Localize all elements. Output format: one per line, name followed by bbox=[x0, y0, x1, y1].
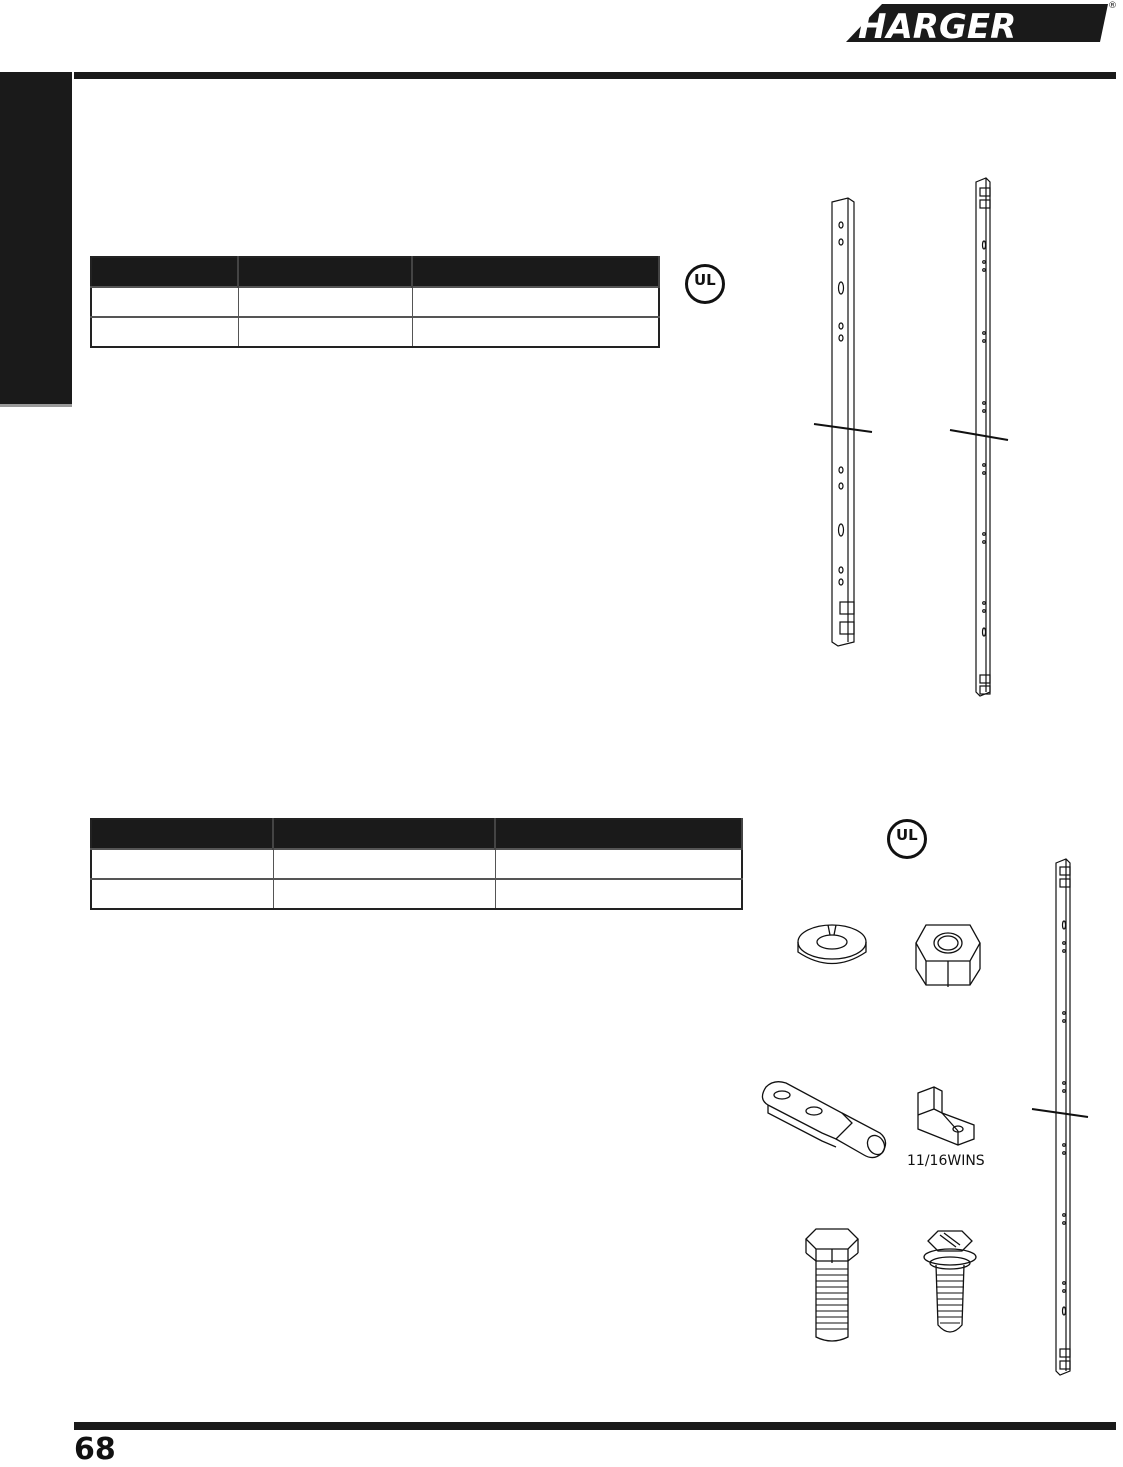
table-cell bbox=[412, 317, 659, 347]
table-cell bbox=[91, 317, 238, 347]
table-cell bbox=[91, 849, 273, 879]
lock-washer-icon bbox=[792, 920, 872, 972]
registered-mark: ® bbox=[1108, 1, 1117, 11]
table-header-cell bbox=[238, 257, 412, 287]
ground-bar-icon bbox=[1030, 855, 1090, 1380]
ul-listing-icon bbox=[684, 263, 726, 305]
harger-logo bbox=[838, 0, 1116, 52]
hex-nut-icon bbox=[912, 915, 984, 991]
logo-text: HARGER bbox=[858, 7, 1017, 47]
header-rule bbox=[74, 72, 1116, 79]
svg-text:UL: UL bbox=[896, 826, 918, 844]
table-header-cell bbox=[91, 819, 273, 849]
table-header-cell bbox=[273, 819, 495, 849]
ground-bar-icon bbox=[814, 198, 872, 646]
section-side-tab bbox=[0, 72, 72, 404]
table-cell bbox=[91, 287, 238, 317]
table-header-cell bbox=[91, 257, 238, 287]
table-cell bbox=[238, 317, 412, 347]
single-hole-connector-icon bbox=[912, 1085, 982, 1147]
table-cell bbox=[495, 849, 742, 879]
table-header-cell bbox=[412, 257, 659, 287]
two-hole-lug-icon bbox=[752, 1075, 894, 1165]
table-cell bbox=[273, 849, 495, 879]
footer-rule bbox=[74, 1422, 1116, 1430]
table-cell bbox=[495, 879, 742, 909]
product-table-1 bbox=[90, 256, 660, 348]
table-cell bbox=[91, 879, 273, 909]
ground-bar-icon bbox=[950, 178, 1008, 696]
table-cell bbox=[238, 287, 412, 317]
slotted-screw-icon bbox=[918, 1225, 982, 1345]
product-table-2 bbox=[90, 818, 743, 910]
table-row bbox=[91, 317, 659, 347]
page-number: 68 bbox=[74, 1432, 116, 1467]
table-row bbox=[91, 287, 659, 317]
svg-text:UL: UL bbox=[694, 271, 716, 289]
table-row bbox=[91, 849, 742, 879]
side-tab-edge bbox=[0, 404, 72, 407]
table-cell bbox=[412, 287, 659, 317]
table-header-row bbox=[91, 257, 659, 287]
table-header-cell bbox=[495, 819, 742, 849]
table-header-row bbox=[91, 819, 742, 849]
table-row bbox=[91, 879, 742, 909]
hex-bolt-icon bbox=[800, 1225, 864, 1345]
table-cell bbox=[273, 879, 495, 909]
ground-bar-figures bbox=[810, 170, 1020, 710]
connector-label: 11/16WINS bbox=[907, 1153, 985, 1169]
ul-listing-icon bbox=[886, 818, 928, 860]
